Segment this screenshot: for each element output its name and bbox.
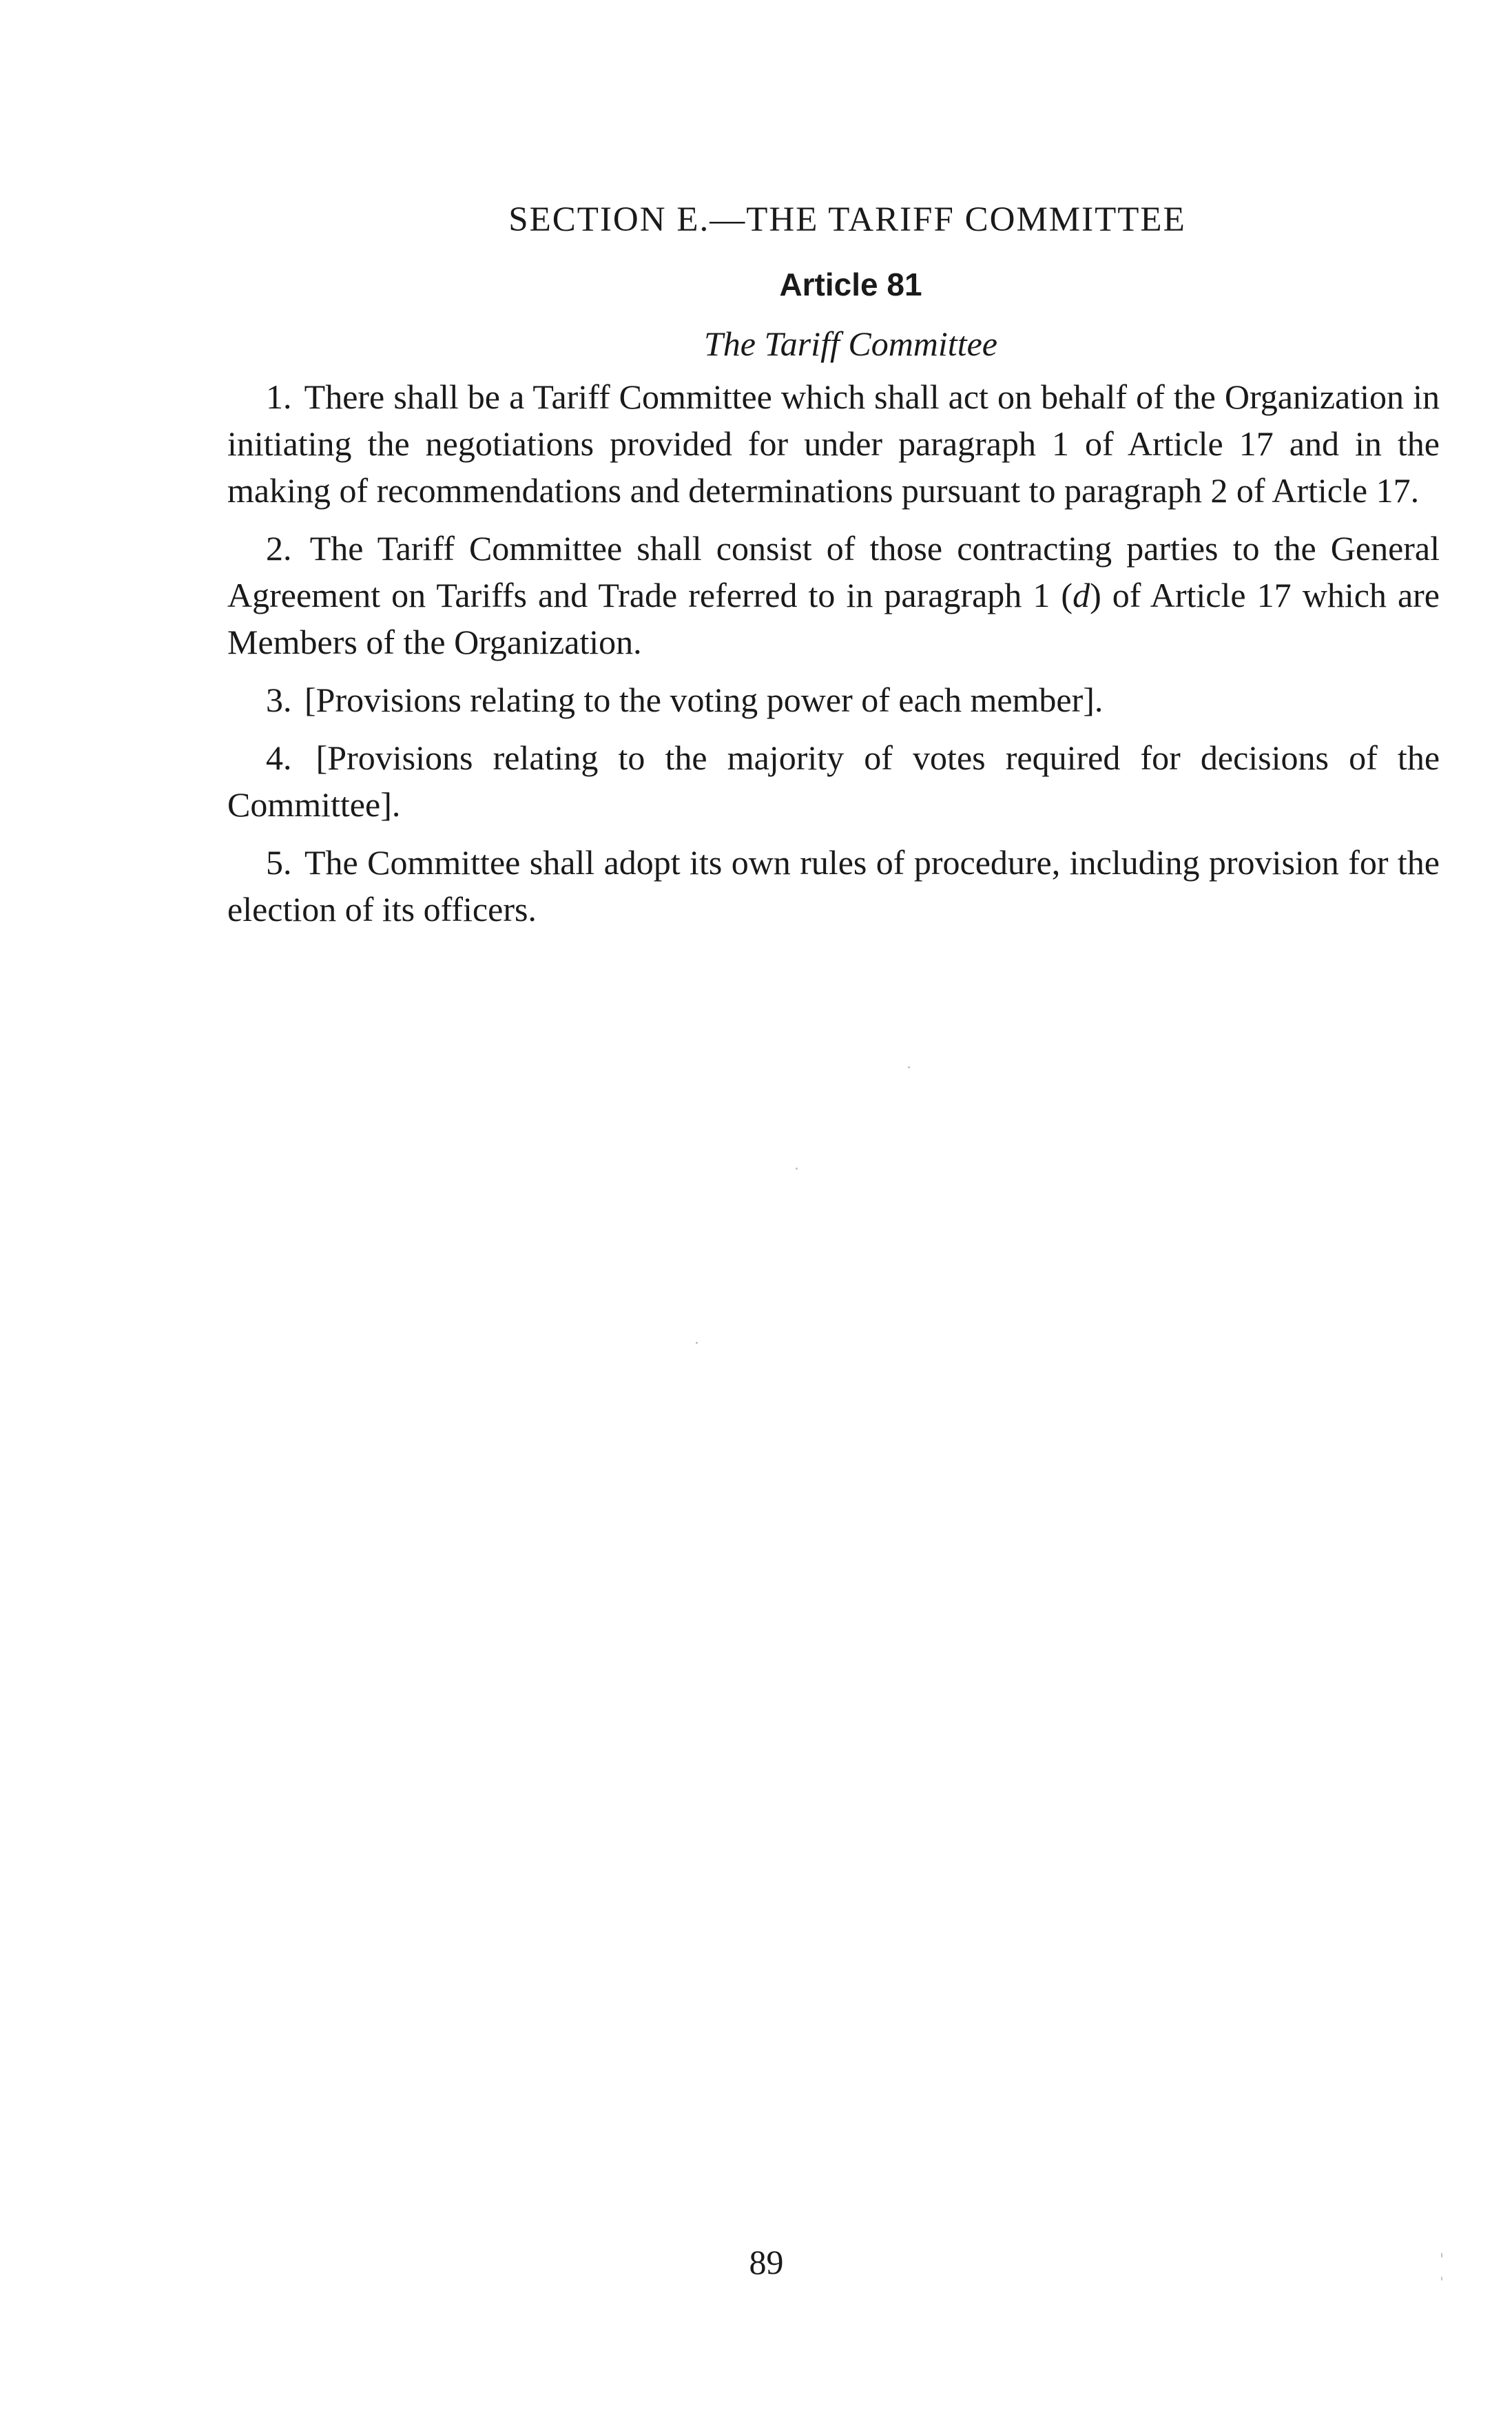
paragraph-number: 3. — [266, 681, 292, 719]
paragraph-text-continued: ) of Article 17 which are Members of the Organization. — [227, 576, 1440, 661]
scan-speck — [908, 1066, 910, 1068]
paragraph-text: The Committee shall adopt its own rules of procedure, including provision for the election of its officers. — [227, 843, 1440, 929]
paragraph-italic-letter: d — [1073, 576, 1090, 614]
paragraph-number: 1. — [266, 377, 292, 416]
paragraph-4 — [227, 734, 1440, 828]
page-number: 89 — [749, 2243, 784, 2281]
scan-speck — [796, 1168, 798, 1170]
paragraph-text: The Tariff Committee shall consist of those contracting parties to the General Agreement on Tariffs and Trade referred to in paragraph 1 ( — [227, 529, 1440, 614]
article-subtitle: The Tariff Committee — [704, 324, 997, 363]
paragraph-number: 4. — [266, 738, 292, 777]
paragraph-text: There shall be a Tariff Committee which shall act on behalf of the Organization in initiating the negotiations provided for under paragraph 1 of Article 17 and in the making of recommendations and determinations pursuant to paragraph 2 of Article 17. — [227, 377, 1440, 510]
paragraph-1 — [227, 373, 1440, 514]
paragraph-text: [Provisions relating to the voting power of each member]. — [304, 681, 1104, 719]
paragraph-2 — [227, 525, 1440, 665]
paragraph-5 — [227, 839, 1440, 933]
scan-speck — [696, 1342, 698, 1344]
article-heading: Article 81 — [779, 267, 922, 302]
paragraph-text: [Provisions relating to the majority of votes required for decisions of the Committee]. — [227, 738, 1440, 824]
paragraph-3 — [227, 676, 1440, 723]
paragraph-number: 5. — [266, 843, 292, 882]
section-title: SECTION E.—THE TARIFF COMMITTEE — [508, 200, 1186, 239]
paragraph-number: 2. — [266, 529, 292, 568]
document-page — [227, 200, 1440, 944]
